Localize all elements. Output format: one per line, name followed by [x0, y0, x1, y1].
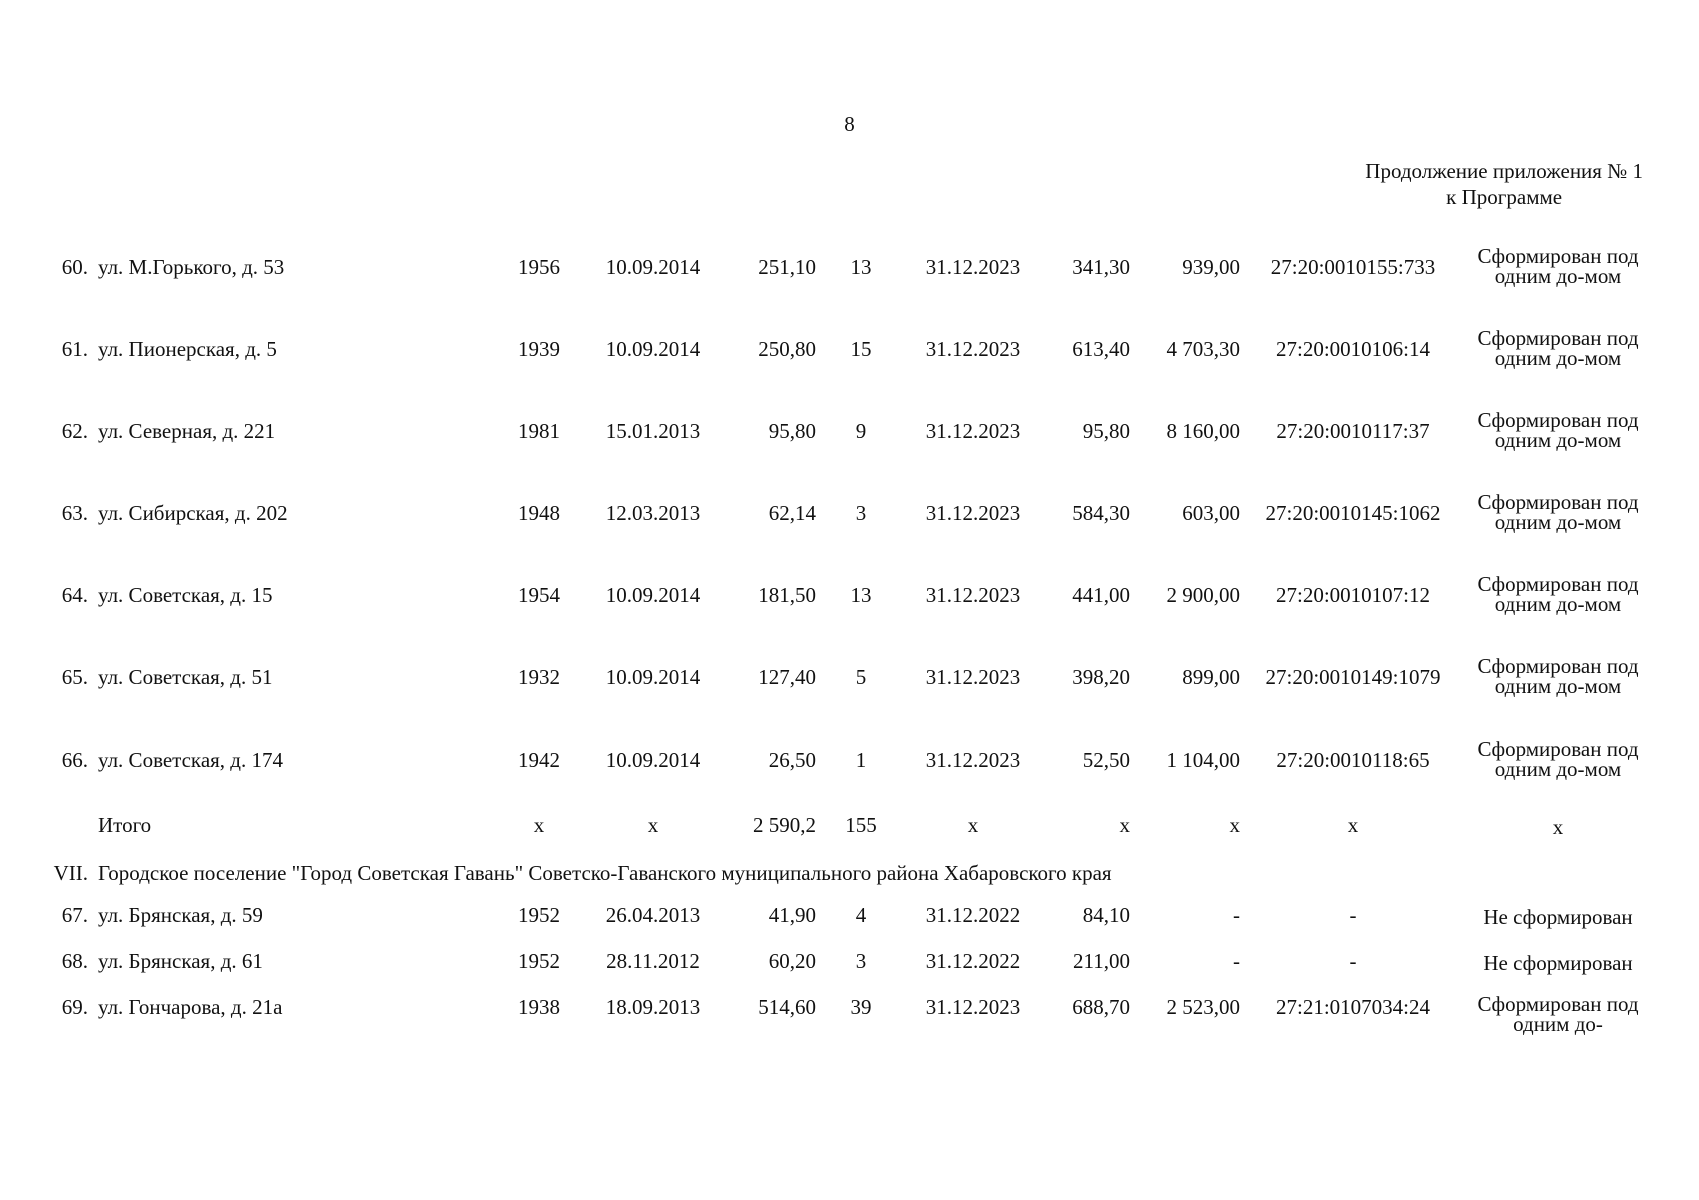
- total-count-cell: 155: [845, 813, 877, 837]
- building-area-cell: 211,00: [1073, 949, 1130, 973]
- building-area-cell: 84,10: [1082, 903, 1130, 927]
- count-cell: 13: [850, 255, 872, 279]
- date-cell: 15.01.2013: [605, 419, 701, 443]
- date-cell: 10.09.2014: [605, 665, 701, 689]
- address-cell: ул. Сибирская, д. 202: [98, 501, 288, 525]
- land-status-cell: Сформирован под одним до-мом: [1477, 490, 1639, 534]
- cadastral-number-cell: 27:20:0010107:12: [1275, 583, 1430, 607]
- cadastral-number-cell: 27:20:0010149:1079: [1265, 665, 1441, 689]
- row-number: 66.: [61, 748, 88, 772]
- total-year-cell: х: [533, 813, 545, 837]
- row-number: 67.: [61, 903, 88, 927]
- table-row: [0, 900, 1699, 930]
- land-status-cell: Сформирован под одним до-мом: [1477, 572, 1639, 616]
- address-cell: ул. Брянская, д. 61: [98, 949, 263, 973]
- count-cell: 3: [855, 949, 867, 973]
- building-area-cell: 613,40: [1072, 337, 1130, 361]
- building-area-cell: 341,30: [1072, 255, 1130, 279]
- table-row: [0, 572, 1699, 616]
- date-cell: 10.09.2014: [605, 748, 701, 772]
- land-status-cell: Сформирован под одним до-мом: [1477, 244, 1639, 288]
- address-cell: ул. Пионерская, д. 5: [98, 337, 277, 361]
- count-cell: 15: [850, 337, 872, 361]
- land-area-cell: 899,00: [1182, 665, 1240, 689]
- page-number: 8: [844, 112, 855, 136]
- count-cell: 13: [850, 583, 872, 607]
- area-cell: 60,20: [768, 949, 816, 973]
- deadline-cell: 31.12.2023: [925, 337, 1021, 361]
- date-cell: 10.09.2014: [605, 583, 701, 607]
- deadline-cell: 31.12.2022: [925, 949, 1021, 973]
- land-status-cell: Сформирован под одним до-мом: [1477, 654, 1639, 698]
- land-area-cell: 4 703,30: [1166, 337, 1240, 361]
- deadline-cell: 31.12.2023: [925, 665, 1021, 689]
- total-status-cell: х: [1552, 815, 1564, 839]
- table-row: [0, 737, 1699, 781]
- table-row: [0, 654, 1699, 698]
- deadline-cell: 31.12.2023: [925, 255, 1021, 279]
- row-number: 60.: [61, 255, 88, 279]
- date-cell: 12.03.2013: [605, 501, 701, 525]
- appendix-line-2: к Программе: [1446, 185, 1563, 209]
- date-cell: 10.09.2014: [605, 337, 701, 361]
- area-cell: 514,60: [758, 995, 816, 1019]
- cadastral-number-cell: 27:20:0010155:733: [1270, 255, 1436, 279]
- address-cell: ул. Советская, д. 15: [98, 583, 273, 607]
- section-heading: [40, 858, 1112, 888]
- cadastral-number-cell: 27:20:0010106:14: [1275, 337, 1430, 361]
- table-row: [0, 244, 1699, 288]
- row-number: 64.: [61, 583, 88, 607]
- deadline-cell: 31.12.2023: [925, 501, 1021, 525]
- land-status-cell: Сформирован под одним до-: [1477, 992, 1639, 1036]
- total-label: Итого: [98, 813, 152, 837]
- count-cell: 4: [855, 903, 867, 927]
- count-cell: 3: [855, 501, 867, 525]
- total-row: [0, 810, 1699, 840]
- area-cell: 95,80: [768, 419, 816, 443]
- deadline-cell: 31.12.2023: [925, 748, 1021, 772]
- total-land-area-cell: х: [1229, 813, 1240, 837]
- land-area-cell: 8 160,00: [1166, 419, 1240, 443]
- land-status-cell: Не сформирован: [1483, 905, 1633, 929]
- total-building-area-cell: х: [1119, 813, 1130, 837]
- address-cell: ул. Брянская, д. 59: [98, 903, 263, 927]
- land-area-cell: 603,00: [1182, 501, 1240, 525]
- address-cell: ул. М.Горького, д. 53: [98, 255, 285, 279]
- year-cell: 1952: [518, 903, 560, 927]
- area-cell: 127,40: [758, 665, 816, 689]
- date-cell: 28.11.2012: [606, 949, 700, 973]
- cadastral-number-cell: 27:21:0107034:24: [1275, 995, 1430, 1019]
- row-number: 68.: [61, 949, 88, 973]
- total-date-cell: х: [647, 813, 659, 837]
- address-cell: ул. Советская, д. 174: [98, 748, 283, 772]
- building-area-cell: 95,80: [1082, 419, 1130, 443]
- year-cell: 1938: [518, 995, 560, 1019]
- cadastral-number-cell: -: [1349, 903, 1357, 927]
- count-cell: 5: [855, 665, 867, 689]
- building-area-cell: 398,20: [1072, 665, 1130, 689]
- address-cell: ул. Гончарова, д. 21а: [98, 995, 283, 1019]
- year-cell: 1952: [518, 949, 560, 973]
- land-area-cell: 2 900,00: [1166, 583, 1240, 607]
- table-row: [0, 946, 1699, 976]
- appendix-line-1: Продолжение приложения № 1: [1365, 159, 1643, 183]
- row-number: 65.: [61, 665, 88, 689]
- address-cell: ул. Северная, д. 221: [98, 419, 276, 443]
- row-number: 69.: [61, 995, 88, 1019]
- deadline-cell: 31.12.2023: [925, 995, 1021, 1019]
- building-area-cell: 441,00: [1072, 583, 1130, 607]
- land-area-cell: 2 523,00: [1166, 995, 1240, 1019]
- year-cell: 1932: [518, 665, 560, 689]
- building-area-cell: 584,30: [1072, 501, 1130, 525]
- cadastral-number-cell: 27:20:0010118:65: [1276, 748, 1430, 772]
- cadastral-number-cell: 27:20:0010145:1062: [1265, 501, 1441, 525]
- date-cell: 18.09.2013: [605, 995, 701, 1019]
- count-cell: 1: [855, 748, 867, 772]
- deadline-cell: 31.12.2023: [925, 419, 1021, 443]
- land-status-cell: Сформирован под одним до-мом: [1477, 326, 1639, 370]
- year-cell: 1956: [518, 255, 560, 279]
- row-number: 63.: [61, 501, 88, 525]
- cadastral-number-cell: 27:20:0010117:37: [1276, 419, 1430, 443]
- year-cell: 1939: [518, 337, 560, 361]
- date-cell: 26.04.2013: [605, 903, 701, 927]
- deadline-cell: 31.12.2022: [925, 903, 1021, 927]
- land-area-cell: 1 104,00: [1166, 748, 1240, 772]
- building-area-cell: 52,50: [1082, 748, 1130, 772]
- section-number: VII.: [53, 861, 88, 885]
- deadline-cell: 31.12.2023: [925, 583, 1021, 607]
- table-row: [0, 408, 1699, 452]
- table-row: [0, 326, 1699, 370]
- land-status-cell: Сформирован под одним до-мом: [1477, 408, 1639, 452]
- year-cell: 1954: [518, 583, 560, 607]
- year-cell: 1948: [518, 501, 560, 525]
- land-area-cell: -: [1233, 903, 1240, 927]
- land-area-cell: 939,00: [1182, 255, 1240, 279]
- land-status-cell: Сформирован под одним до-мом: [1477, 737, 1639, 781]
- section-title: Городское поселение "Город Советская Гавань" Советско-Гаванского муниципального района Хабаровского края: [98, 861, 1112, 885]
- area-cell: 251,10: [758, 255, 816, 279]
- land-status-cell: Не сформирован: [1483, 951, 1633, 975]
- area-cell: 41,90: [768, 903, 816, 927]
- area-cell: 250,80: [758, 337, 816, 361]
- count-cell: 39: [850, 995, 872, 1019]
- table-row: [0, 490, 1699, 534]
- cadastral-number-cell: -: [1349, 949, 1357, 973]
- year-cell: 1942: [518, 748, 560, 772]
- land-area-cell: -: [1233, 949, 1240, 973]
- area-cell: 26,50: [768, 748, 816, 772]
- count-cell: 9: [855, 419, 867, 443]
- area-cell: 62,14: [768, 501, 816, 525]
- area-cell: 181,50: [758, 583, 816, 607]
- total-cadastral-cell: х: [1347, 813, 1359, 837]
- building-area-cell: 688,70: [1072, 995, 1130, 1019]
- address-cell: ул. Советская, д. 51: [98, 665, 273, 689]
- total-area-cell: 2 590,2: [753, 813, 816, 837]
- year-cell: 1981: [518, 419, 560, 443]
- row-number: 62.: [61, 419, 88, 443]
- table-row: [0, 992, 1699, 1036]
- row-number: 61.: [61, 337, 88, 361]
- total-deadline-cell: х: [967, 813, 979, 837]
- date-cell: 10.09.2014: [605, 255, 701, 279]
